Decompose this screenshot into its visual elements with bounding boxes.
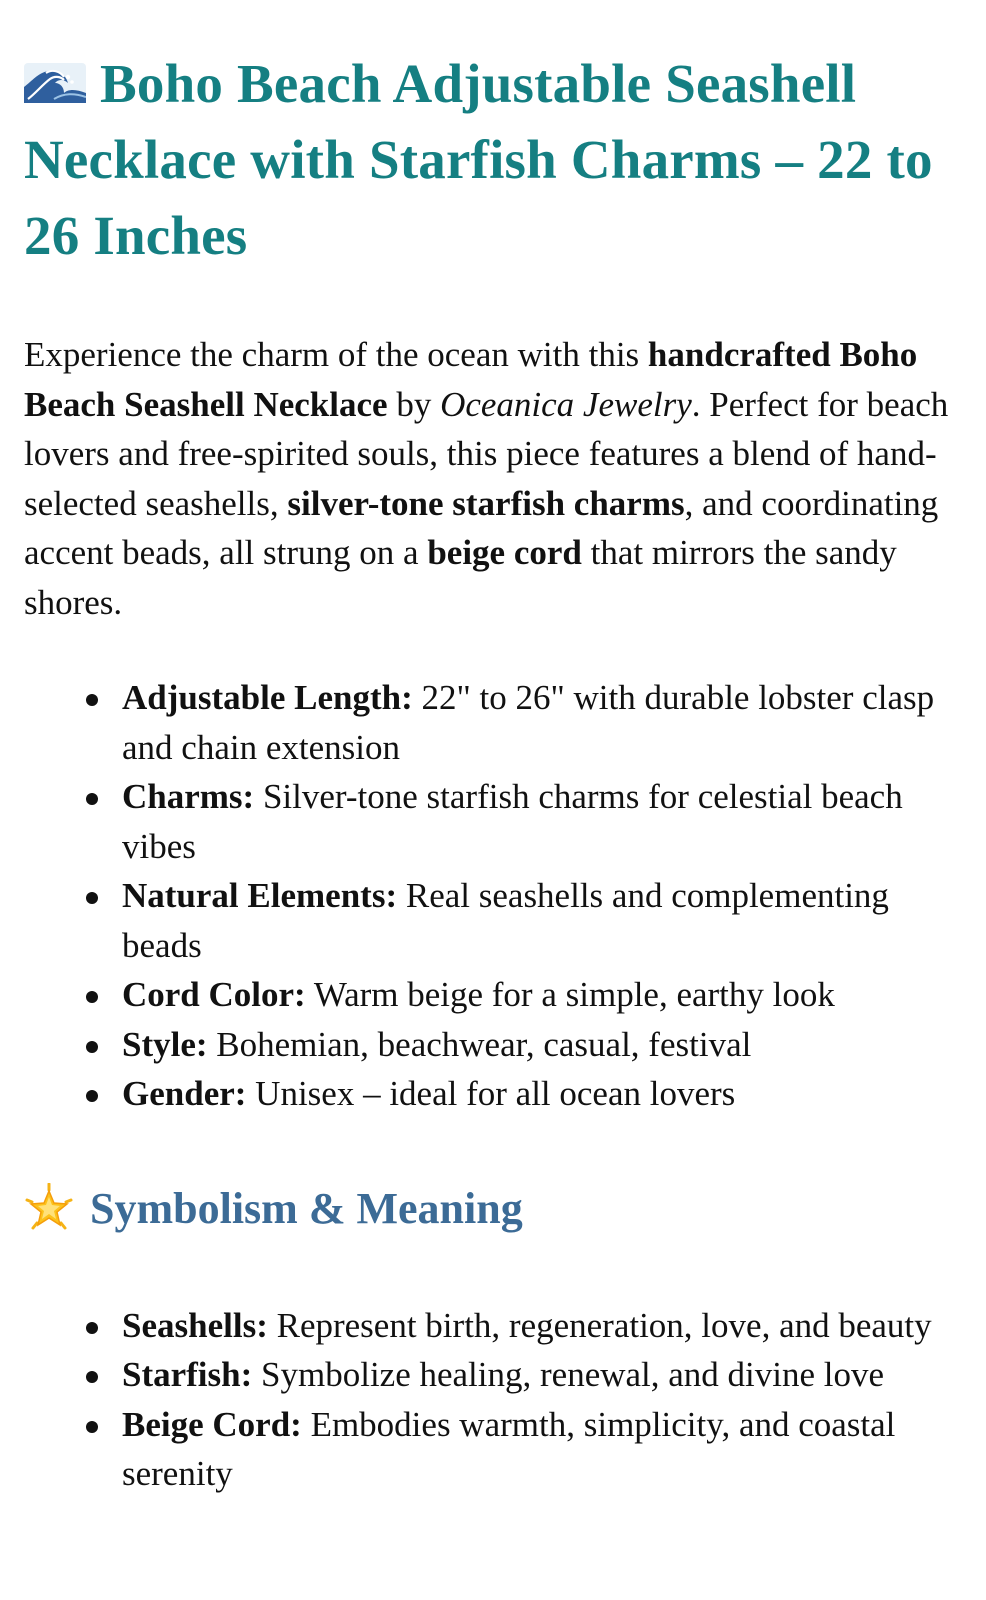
bullet-dot-icon xyxy=(86,1041,98,1053)
list-item xyxy=(122,1400,956,1499)
page-title-text: Boho Beach Adjustable Seashell Necklace with Starfish Charms – 22 to 26 Inches xyxy=(24,53,933,266)
list-item xyxy=(122,1350,956,1400)
intro-paragraph xyxy=(24,330,956,627)
water-wave-icon xyxy=(24,63,86,103)
bullet-dot-icon xyxy=(86,1421,98,1433)
bullet-dot-icon xyxy=(86,1322,98,1334)
list-item-text: Warm beige for a simple, earthy look xyxy=(305,975,835,1014)
list-item xyxy=(122,1069,956,1119)
intro-text: by xyxy=(387,384,441,424)
bullet-dot-icon xyxy=(86,1371,98,1383)
list-item xyxy=(122,1020,956,1070)
symbolism-list xyxy=(24,1301,956,1499)
list-item-text: Represent birth, regeneration, love, and beauty xyxy=(267,1305,932,1345)
list-item-label: Natural Elements: xyxy=(122,876,398,915)
bullet-dot-icon xyxy=(86,1090,98,1102)
list-item xyxy=(122,970,956,1020)
list-item xyxy=(122,871,956,970)
list-item-text: Unisex – ideal for all ocean lovers xyxy=(246,1074,736,1113)
list-item-label: Adjustable Length: xyxy=(122,678,413,717)
feature-list xyxy=(24,673,956,1119)
intro-bold-charms: silver-tone starfish charms xyxy=(287,483,685,523)
list-item xyxy=(122,673,956,772)
list-item-text: Embodies warmth, simplicity, and coastal serenity xyxy=(122,1404,896,1493)
intro-text: , and coordinating accent beads, all strung on a xyxy=(24,483,939,572)
list-item-text: Silver-tone starfish charms for celestial beach vibes xyxy=(122,777,903,866)
list-item-label: Starfish: xyxy=(122,1355,253,1394)
list-item-text: Bohemian, beachwear, casual, festival xyxy=(207,1024,752,1064)
list-item-label: Charms: xyxy=(122,777,255,816)
list-item-text: Symbolize healing, renewal, and divine love xyxy=(252,1355,885,1394)
bullet-dot-icon xyxy=(86,991,98,1003)
list-item xyxy=(122,772,956,871)
intro-text: . Perfect for beach lovers and free-spirited souls, this piece features a blend of hand-selected seashells, xyxy=(24,384,949,523)
intro-bold-product: handcrafted Boho Beach Seashell Necklace xyxy=(24,335,918,424)
intro-text: that mirrors the sandy shores. xyxy=(24,533,897,622)
intro-text: Experience the charm of the ocean with this xyxy=(24,335,648,374)
list-item-text: Real seashells and complementing beads xyxy=(122,876,889,965)
intro-bold-cord: beige cord xyxy=(427,533,582,572)
list-item xyxy=(122,1301,956,1351)
list-item-label: Beige Cord: xyxy=(122,1404,302,1444)
page-title xyxy=(24,46,956,274)
list-item-label: Cord Color: xyxy=(122,975,306,1014)
list-item-text: 22" to 26" with durable lobster clasp and chain extension xyxy=(122,678,935,767)
list-item-label: Style: xyxy=(122,1024,208,1064)
list-item-label: Gender: xyxy=(122,1074,247,1113)
intro-brand: Oceanica Jewelry xyxy=(440,384,692,424)
list-item-label: Seashells: xyxy=(122,1305,268,1345)
bullet-dot-icon xyxy=(86,892,98,904)
bullet-dot-icon xyxy=(86,793,98,805)
symbolism-heading xyxy=(24,1179,956,1239)
bullet-dot-icon xyxy=(86,694,98,706)
glowing-star-icon xyxy=(24,1183,74,1233)
symbolism-heading-text: Symbolism & Meaning xyxy=(90,1183,523,1233)
